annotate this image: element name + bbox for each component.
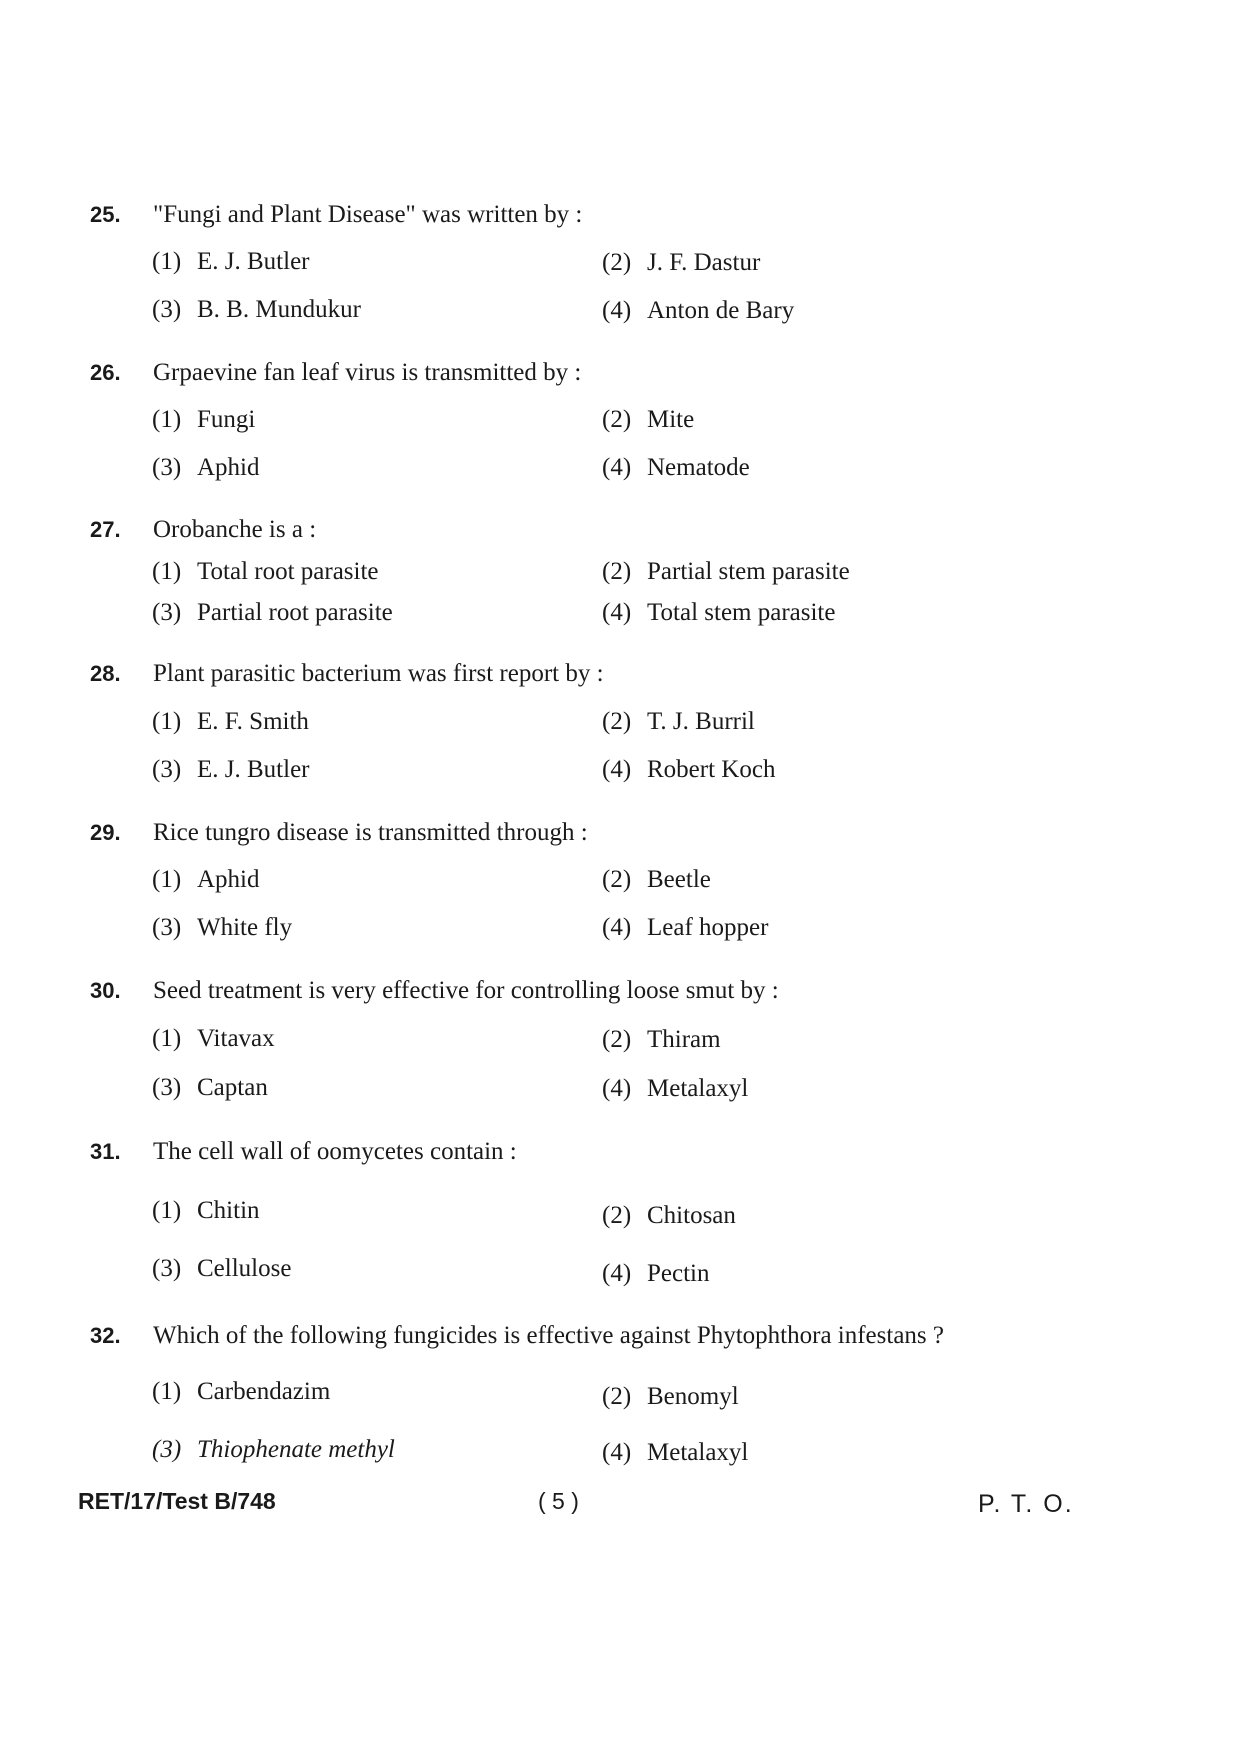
option-number: (1) — [152, 1025, 182, 1052]
option-number: (4) — [602, 756, 632, 783]
option-text: Pectin — [647, 1260, 710, 1287]
option-2 — [602, 246, 760, 280]
question-text: The cell wall of oomycetes contain : — [153, 1138, 517, 1165]
option-4 — [602, 1072, 748, 1106]
option-number: (4) — [602, 454, 632, 481]
question-text: Which of the following fungicides is effective against Phytophthora infestans ? — [153, 1322, 945, 1349]
test-code: RET/17/Test B/748 — [78, 1488, 276, 1514]
option-text: Mite — [647, 406, 695, 433]
option-text: Aphid — [197, 454, 260, 481]
option-2 — [602, 705, 755, 739]
option-1 — [152, 1022, 275, 1056]
option-text: Fungi — [197, 406, 256, 433]
option-1 — [152, 245, 310, 279]
option-3 — [152, 911, 292, 945]
option-3 — [152, 596, 393, 630]
question-text: Seed treatment is very effective for controlling loose smut by : — [153, 977, 779, 1004]
option-text: Captan — [197, 1074, 268, 1101]
option-4 — [602, 1436, 748, 1470]
option-text: Thiram — [647, 1026, 721, 1053]
option-2 — [602, 1199, 736, 1233]
option-text: E. J. Butler — [197, 756, 310, 783]
option-number: (1) — [152, 248, 182, 275]
option-number: (2) — [602, 708, 632, 735]
question-26 — [90, 356, 1090, 390]
option-1 — [152, 705, 309, 739]
option-text: Total root parasite — [197, 558, 379, 585]
question-number: 30. — [90, 978, 121, 1003]
question-text: "Fungi and Plant Disease" was written by : — [153, 201, 583, 228]
option-text: Anton de Bary — [647, 297, 795, 324]
question-number: 28. — [90, 661, 121, 686]
question-text: Orobanche is a : — [153, 516, 317, 543]
option-number: (1) — [152, 558, 182, 585]
option-text: Aphid — [197, 866, 260, 893]
option-number: (1) — [152, 1378, 182, 1405]
option-text: Partial root parasite — [197, 599, 393, 626]
option-4 — [602, 294, 794, 328]
option-number: (1) — [152, 1197, 182, 1224]
question-29 — [90, 816, 1090, 850]
option-1 — [152, 863, 260, 897]
option-number: (4) — [602, 1075, 632, 1102]
option-number: (2) — [602, 249, 632, 276]
option-2 — [602, 1023, 721, 1057]
option-2 — [602, 863, 711, 897]
option-text: B. B. Mundukur — [197, 296, 361, 323]
option-number: (3) — [152, 454, 182, 481]
option-number: (2) — [602, 558, 632, 585]
option-4 — [602, 753, 775, 787]
option-text: Chitosan — [647, 1202, 736, 1229]
option-number: (3) — [152, 1074, 182, 1101]
option-3 — [152, 293, 361, 327]
option-text: Robert Koch — [647, 756, 776, 783]
option-text: Thiophenate methyl — [197, 1436, 395, 1463]
option-text: Benomyl — [647, 1383, 739, 1410]
question-text: Grpaevine fan leaf virus is transmitted by : — [153, 359, 582, 386]
option-4 — [602, 451, 750, 485]
option-3 — [152, 1071, 268, 1105]
option-number: (1) — [152, 866, 182, 893]
question-text: Rice tungro disease is transmitted through : — [153, 819, 588, 846]
question-number: 26. — [90, 360, 121, 385]
question-31 — [90, 1135, 1090, 1169]
question-number: 25. — [90, 202, 121, 227]
option-text: Metalaxyl — [647, 1439, 749, 1466]
option-number: (2) — [602, 866, 632, 893]
option-number: (4) — [602, 297, 632, 324]
option-text: Beetle — [647, 866, 711, 893]
option-3 — [152, 1252, 291, 1286]
question-number: 27. — [90, 517, 121, 542]
option-1 — [152, 403, 255, 437]
question-30 — [90, 974, 1090, 1008]
option-number: (3) — [152, 296, 182, 323]
question-28 — [90, 657, 1090, 691]
option-number: (4) — [602, 914, 632, 941]
option-number: (2) — [602, 406, 632, 433]
option-text: Vitavax — [197, 1025, 275, 1052]
option-text: J. F. Dastur — [647, 249, 761, 276]
option-number: (4) — [602, 1439, 632, 1466]
option-text: White fly — [197, 914, 293, 941]
option-4 — [602, 911, 768, 945]
option-text: E. F. Smith — [197, 708, 309, 735]
option-number: (2) — [602, 1202, 632, 1229]
option-text: Total stem parasite — [647, 599, 836, 626]
option-text: Cellulose — [197, 1255, 292, 1282]
option-1 — [152, 1194, 260, 1228]
option-2 — [602, 1380, 739, 1414]
option-4 — [602, 1257, 710, 1291]
question-text: Plant parasitic bacterium was first report by : — [153, 660, 604, 687]
option-1 — [152, 555, 379, 589]
option-number: (3) — [152, 1255, 182, 1282]
option-number: (4) — [602, 1260, 632, 1287]
question-27 — [90, 513, 1090, 547]
option-1 — [152, 1375, 330, 1409]
option-2 — [602, 555, 850, 589]
option-text: Nematode — [647, 454, 750, 481]
option-number: (3) — [152, 756, 182, 783]
question-number: 29. — [90, 820, 121, 845]
option-3 — [152, 753, 310, 787]
option-4 — [602, 596, 835, 630]
option-2 — [602, 403, 694, 437]
option-text: Leaf hopper — [647, 914, 769, 941]
question-number: 31. — [90, 1139, 121, 1164]
question-number: 32. — [90, 1323, 121, 1348]
option-number: (3) — [152, 599, 182, 626]
option-text: Partial stem parasite — [647, 558, 850, 585]
pto-label: P. T. O. — [978, 1490, 1074, 1518]
option-number: (3) — [152, 914, 182, 941]
option-3 — [152, 451, 260, 485]
option-text: E. J. Butler — [197, 248, 310, 275]
option-text: Metalaxyl — [647, 1075, 749, 1102]
option-number: (1) — [152, 406, 182, 433]
option-text: Chitin — [197, 1197, 260, 1224]
option-number: (2) — [602, 1383, 632, 1410]
question-25 — [90, 198, 1090, 232]
option-text: Carbendazim — [197, 1378, 331, 1405]
question-32 — [90, 1319, 1090, 1353]
option-number: (1) — [152, 708, 182, 735]
option-3 — [152, 1433, 395, 1467]
option-number: (4) — [602, 599, 632, 626]
page-number: ( 5 ) — [538, 1488, 579, 1514]
option-number: (2) — [602, 1026, 632, 1053]
option-number: (3) — [152, 1436, 182, 1463]
option-text: T. J. Burril — [647, 708, 755, 735]
